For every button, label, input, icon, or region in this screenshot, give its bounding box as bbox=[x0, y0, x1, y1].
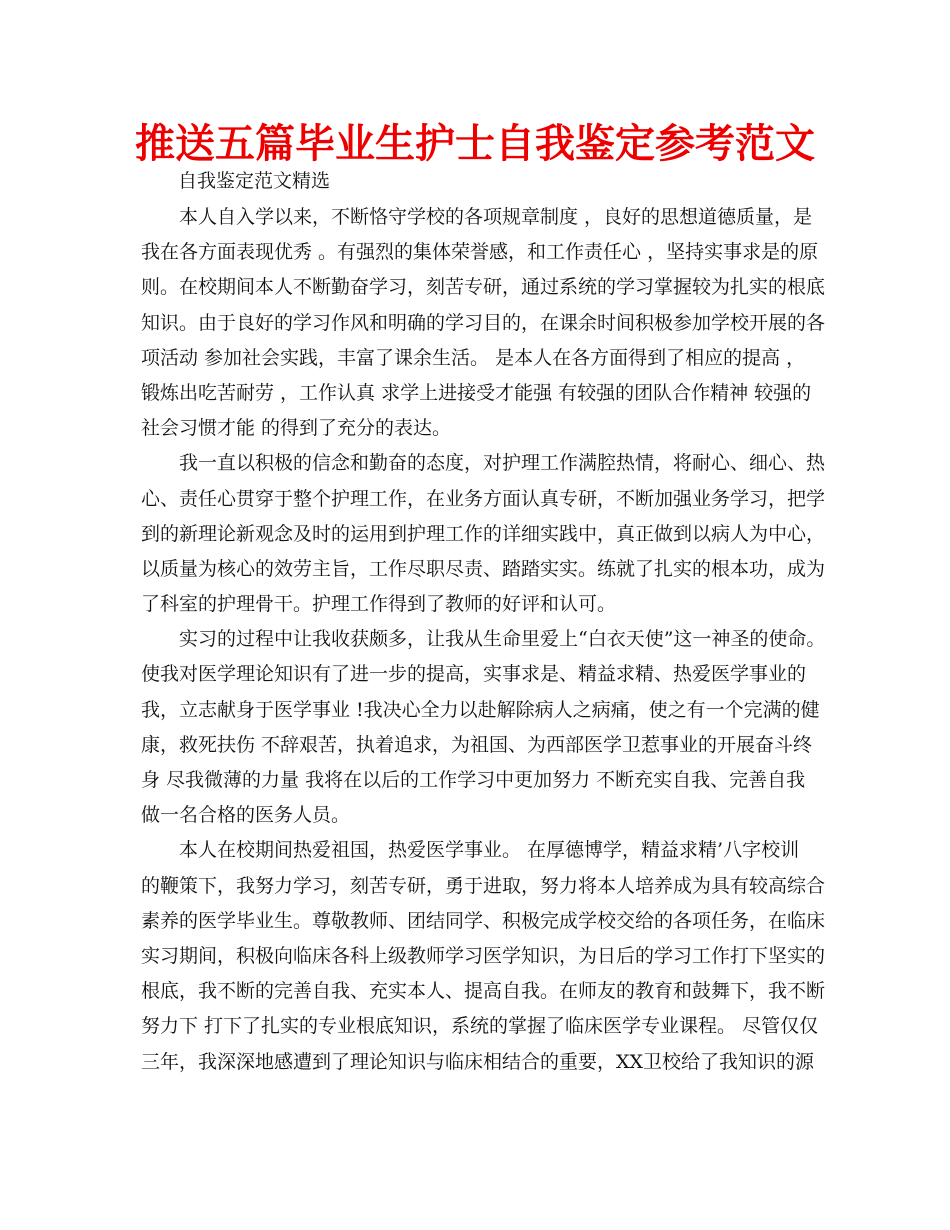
body-text-line: 身 尽我微薄的力量 我将在以后的工作学习中更加努力 不断充实自我、完善自我 bbox=[141, 769, 806, 791]
body-text-line: 社会习惯才能 的得到了充分的表达。 bbox=[141, 417, 452, 440]
body-text-line: 了科室的护理骨干。护理工作得到了教师的好评和认可。 bbox=[141, 593, 617, 616]
body-text-line: 我，立志献身于医学事业 !我决心全力以赴解除病人之病痛，使之有一个完满的健 bbox=[141, 698, 820, 721]
body-text-line: 本人自入学以来，不断恪守学校的各项规章制度 ，良好的思想道德质量，是 bbox=[179, 206, 813, 228]
body-text-line: 素养的医学毕业生。尊敬教师、团结同学、积极完成学校交给的各项任务，在临床 bbox=[141, 909, 826, 932]
body-text-line: 根底，我不断的完善自我、充实本人、提高自我。在师友的教育和鼓舞下，我不断 bbox=[141, 980, 826, 1003]
document-body bbox=[141, 200, 826, 1080]
document-title: 推送五篇毕业生护士自我鉴定参考范文 bbox=[135, 121, 815, 167]
body-text-line: 实习期间，积极向临床各科上级教师学习医学知识，为日后的学习工作打下坚实的 bbox=[141, 944, 826, 967]
body-text-line: 知识。由于良好的学习作风和明确的学习目的，在课余时间积极参加学校开展的各 bbox=[141, 311, 826, 334]
body-text-line: 心、责任心贯穿于整个护理工作，在业务方面认真专研，不断加强业务学习，把学 bbox=[141, 487, 826, 510]
body-text-line: 到的新理论新观念及时的运用到护理工作的详细实践中，真正做到以病人为中心， bbox=[141, 522, 826, 545]
body-text-line: 则。在校期间本人不断勤奋学习，刻苦专研，通过系统的学习掌握较为扎实的根底 bbox=[141, 276, 826, 299]
body-text-line: 三年，我深深地感遭到了理论知识与临床相结合的重要，XX卫校给了我知识的源 bbox=[141, 1050, 815, 1073]
body-text-line: 我在各方面表现优秀 。有强烈的集体荣誉感，和工作责任心 ，坚持实事求是的原 bbox=[141, 241, 819, 264]
body-text-line: 锻炼出吃苦耐劳 ，工作认真 求学上进接受才能强 有较强的团队合作精神 较强的 bbox=[141, 381, 812, 404]
body-text-line: 努力下 打下了扎实的专业根底知识，系统的掌握了临床医学专业课程。 尽管仅仅 bbox=[141, 1015, 819, 1038]
body-text-line: 我一直以积极的信念和勤奋的态度，对护理工作满腔热情，将耐心、细心、热 bbox=[179, 452, 826, 475]
body-text-line: 康，救死扶伤 不辞艰苦，执着追求，为祖国、为西部医学卫惹事业的开展奋斗终 bbox=[141, 733, 813, 756]
document-subtitle: 自我鉴定范文精选 bbox=[178, 170, 331, 192]
body-text-line: 本人在校期间热爱祖国，热爱医学事业。 在厚德博学，精益求精’八字校训 bbox=[179, 839, 800, 862]
body-text-line: 实习的过程中让我收获颇多，让我从生命里爱上“白衣天使”这一神圣的使命。 bbox=[179, 628, 826, 651]
body-text-line: 以质量为核心的效劳主旨，工作尽职尽责、踏踏实实。练就了扎实的根本功，成为 bbox=[141, 557, 826, 580]
body-text-line: 做一名合格的医务人员。 bbox=[141, 804, 351, 827]
body-text-line: 的鞭策下，我努力学习，刻苦专研，勇于进取，努力将本人培养成为具有较高综合 bbox=[141, 874, 826, 897]
body-text-line: 使我对医学理论知识有了进一步的提高，实事求是、精益求精、热爱医学事业的 bbox=[141, 663, 807, 686]
body-text-line: 项活动 参加社会实践，丰富了课余生活。 是本人在各方面得到了相应的提高 ， bbox=[141, 346, 806, 369]
